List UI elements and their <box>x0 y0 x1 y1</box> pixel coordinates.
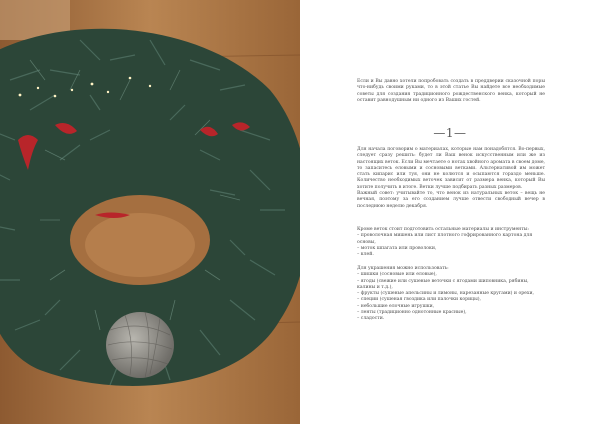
list-item: – фрукты (сушеные апельсины и лимоны, нарезанные кругами) и орехи, <box>357 291 534 297</box>
list-item: – небольшие елочные игрушки, <box>357 303 435 309</box>
twine-ball <box>106 312 174 378</box>
article-page <box>300 0 600 424</box>
paragraph-advice: Важный совет: учитывайте то, что венок из натуральных веток – вещь не вечная, поэтому за его созданием лучше отвести свободный вечер в последнюю неделю декабря. <box>357 191 545 209</box>
intro-paragraph: Если и Вы давно хотели попробовать создать в преддверии сказочной поры что-нибудь своими руками, то в этой статье Вы найдете все необходимые советы для создания традиционного рождественского венка, который не оставит равнодушным ни одного из Ваших гостей. <box>357 79 545 103</box>
materials-intro: Кроме веток стоит подготовить остальные материалы и инструменты: <box>357 227 529 232</box>
tools-section <box>357 227 545 258</box>
list-item: – сладости. <box>357 316 385 322</box>
list-item: – проволочная мишень или лист плотного гофрированного картона для основы, <box>357 233 533 245</box>
list-item: – моток шпагата или проволоки, <box>357 245 437 251</box>
paragraph-materials: Для начала поговорим о материалах, которые нам понадобятся. Во-первых, следует сразу решить: будет ли Ваш венок искусственным или же из настоящих веток. Если Вы мечтаете о нотах хвойного аромата в своем доме, то запаситесь еловыми и сосновыми ветками. Альтернативой им может стать кипарис или туя, они не колются и осыпаются гораздо меньше. Количество необходимых веточек зависит от размера венка, который Вы хотите получить в итоге. Ветки лучше подбирать разных размеров. <box>357 147 545 190</box>
list-item: – шишки (сосновые или еловые), <box>357 272 437 278</box>
decor-intro: Для украшения можно использовать: <box>357 266 449 271</box>
decor-section <box>357 266 545 323</box>
list-item: – специи (сушеная гвоздика или палочки корицы), <box>357 297 482 303</box>
materials-section <box>357 147 545 210</box>
list-item: – клей. <box>357 252 374 258</box>
list-item: – ягоды (свежие или сушеные веточки с ягодами шиповника, рябины, калины и т.д.), <box>357 278 529 290</box>
list-item: – ленты (традиционно однотонные красные), <box>357 310 467 316</box>
chapter-marker: —1— <box>433 126 467 140</box>
